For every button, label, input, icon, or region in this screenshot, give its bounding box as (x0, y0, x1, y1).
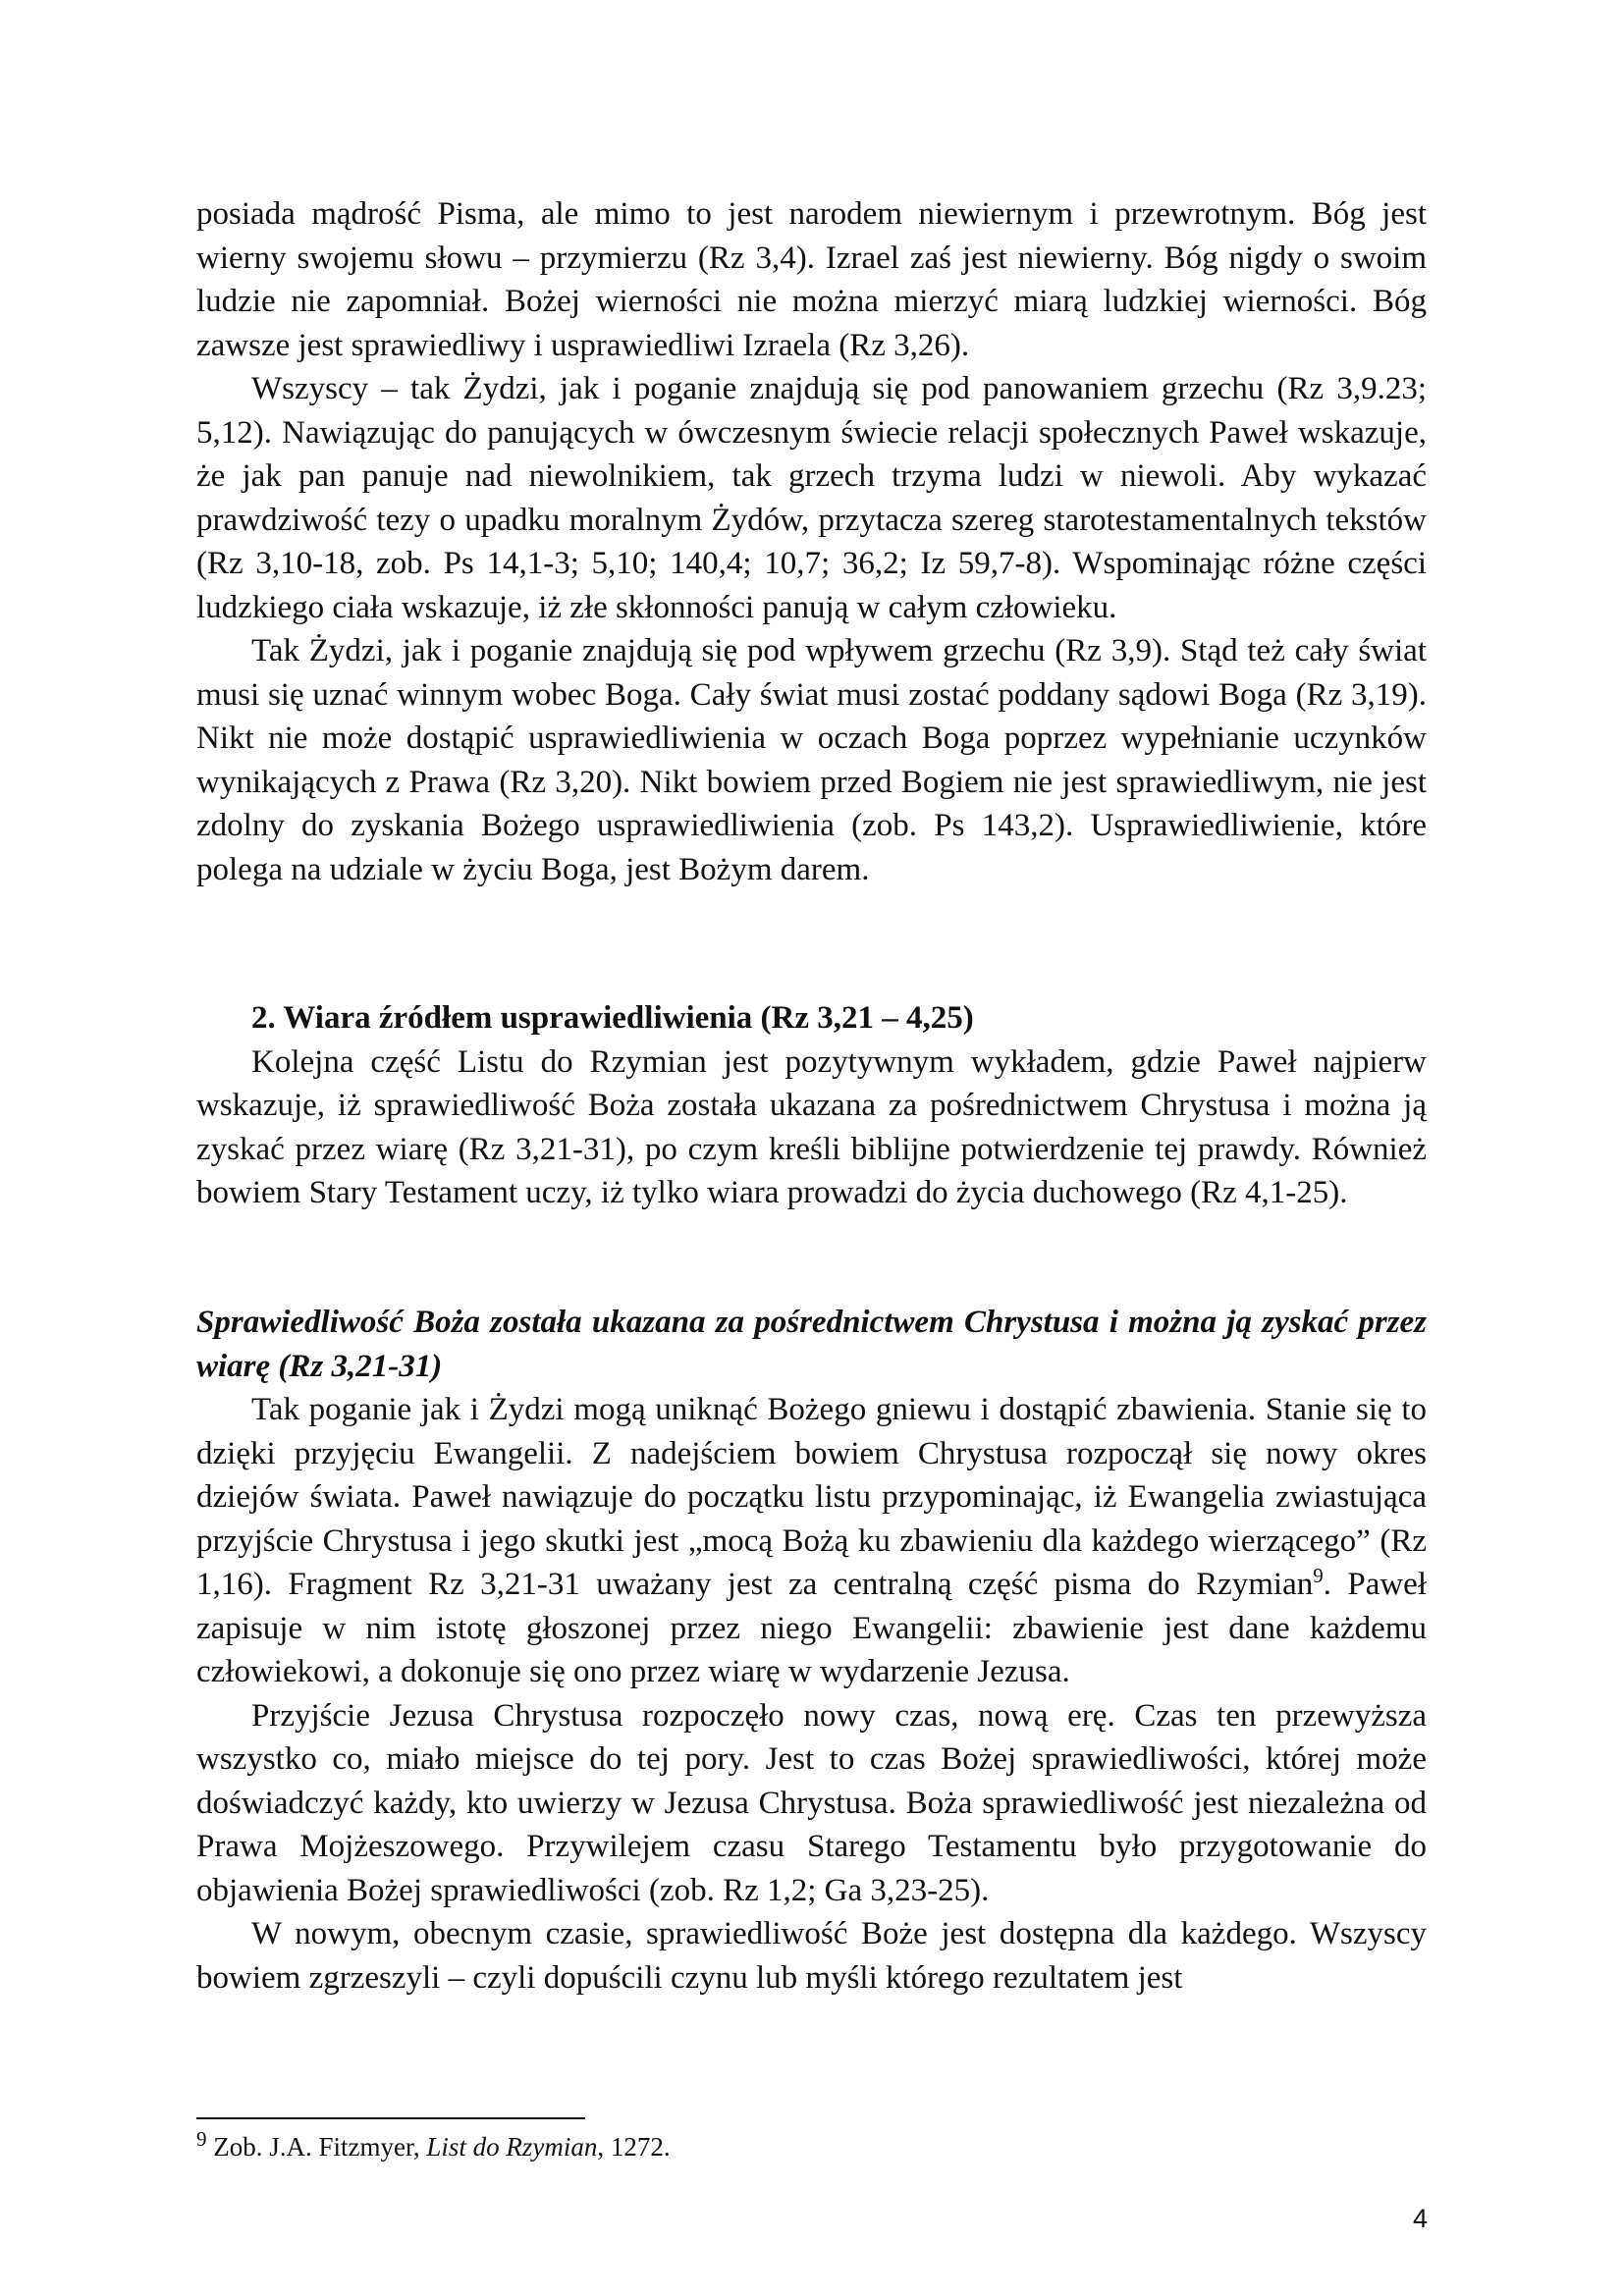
footnote-book-title: List do Rzymian (426, 2132, 598, 2162)
paragraph: Wszyscy – tak Żydzi, jak i poganie znajdują się pod panowaniem grzechu (Rz 3,9.23; 5,12). Nawiązując do panujących w ówczesnym świecie relacji społecznych Paweł wskazuje, że jak pan panuje nad niewolnikiem, tak grzech trzyma ludzi w niewoli. Aby wykazać prawdziwość tezy o upadku moralnym Żydów, przytacza szereg starotestamentalnych tekstów (Rz 3,10-18, zob. Ps 14,1-3; 5,10; 140,4; 10,7; 36,2; Iz 59,7-8). Wspominając różne części ludzkiego ciała wskazuje, iż złe skłonności panują w całym człowieku. (196, 371, 1427, 625)
body-text-top (196, 192, 1427, 891)
paragraph-text: . Paweł zapisuje w nim istotę głoszonej przez niego Ewangelii: zbawienie jest dane każdemu człowiekowi, a dokonuje się ono przez wiarę w wydarzenie Jezusa. (196, 1567, 1427, 1689)
footnote-text: , 1272. (597, 2132, 671, 2162)
paragraph-text: Tak poganie jak i Żydzi mogą uniknąć Bożego gniewu i dostąpić zbawienia. Stanie się to dzięki przyjęciu Ewangelii. Z nadejściem bowiem Chrystusa rozpoczął się nowy okres dziejów świata. Paweł nawiązuje do początku listu przypominając, iż Ewangelia zwiastująca przyjście Chrystusa i jego skutki jest „mocą Bożą ku zbawieniu dla każdego wierzącego” (Rz 1,16). Fragment Rz 3,21-31 uważany jest za centralną część pisma do Rzymian (196, 1392, 1427, 1602)
footnote-divider (196, 2117, 585, 2119)
section-2 (196, 996, 1427, 1215)
paragraph: Przyjście Jezusa Chrystusa rozpoczęło nowy czas, nową erę. Czas ten przewyższa wszystko co, miało miejsce do tej pory. Jest to czas Bożej sprawiedliwości, której może doświadczyć każdy, kto uwierzy w Jezusa Chrystusa. Boża sprawiedliwość jest niezależna od Prawa Mojżeszowego. Przywilejem czasu Starego Testamentu było przygotowanie do objawienia Bożej sprawiedliwości (zob. Rz 1,2; Ga 3,23-25). (196, 1697, 1427, 1908)
section-heading: 2. Wiara źródłem usprawiedliwienia (Rz 3,21 – 4,25) (251, 1000, 974, 1036)
page-number: 4 (1412, 2204, 1428, 2233)
paragraph-with-footnote (196, 1388, 1427, 1694)
paragraph: Tak Żydzi, jak i poganie znajdują się pod wpływem grzechu (Rz 3,9). Stąd też cały świat musi się uznać winnym wobec Boga. Cały świat musi zostać poddany sądowi Boga (Rz 3,19). Nikt nie może dostąpić usprawiedliwienia w oczach Boga poprzez wypełnianie uczynków wynikających z Prawa (Rz 3,20). Nikt bowiem przed Bogiem nie jest sprawiedliwym, nie jest zdolny do zyskania Bożego usprawiedliwienia (zob. Ps 143,2). Usprawiedliwienie, które polega na udziale w życiu Boga, jest Bożym darem. (196, 633, 1427, 887)
footnote (196, 2128, 1427, 2165)
paragraph-continuation: posiada mądrość Pisma, ale mimo to jest narodem niewiernym i przewrotnym. Bóg jest wierny swojemu słowu – przymierzu (Rz 3,4). Izrael zaś jest niewierny. Bóg nigdy o swoim ludzie nie zapomniał. Bożej wierności nie można mierzyć miarą ludzkiej wierności. Bóg zawsze jest sprawiedliwy i usprawiedliwi Izraela (Rz 3,26). (196, 196, 1427, 363)
subsection-heading: Sprawiedliwość Boża została ukazana za pośrednictwem Chrystusa i można ją zyskać przez wiarę (Rz 3,21-31) (196, 1305, 1427, 1384)
footnote-reference[interactable]: 9 (1313, 1564, 1324, 1587)
paragraph: W nowym, obecnym czasie, sprawiedliwość Boże jest dostępna dla każdego. Wszyscy bowiem zgrzeszyli – czyli dopuścili czynu lub myśli którego rezultatem jest (196, 1916, 1427, 1996)
footnote-number: 9 (196, 2127, 207, 2151)
subsection (196, 1301, 1427, 2000)
paragraph: Kolejna część Listu do Rzymian jest pozytywnym wykładem, gdzie Paweł najpierw wskazuje, iż sprawiedliwość Boża została ukazana za pośrednictwem Chrystusa i można ją zyskać przez wiarę (Rz 3,21-31), po czym kreśli biblijne potwierdzenie tej prawdy. Również bowiem Stary Testament uczy, iż tylko wiara prowadzi do życia duchowego (Rz 4,1-25). (196, 1043, 1427, 1210)
footnote-text: Zob. J.A. Fitzmyer, (206, 2132, 427, 2162)
